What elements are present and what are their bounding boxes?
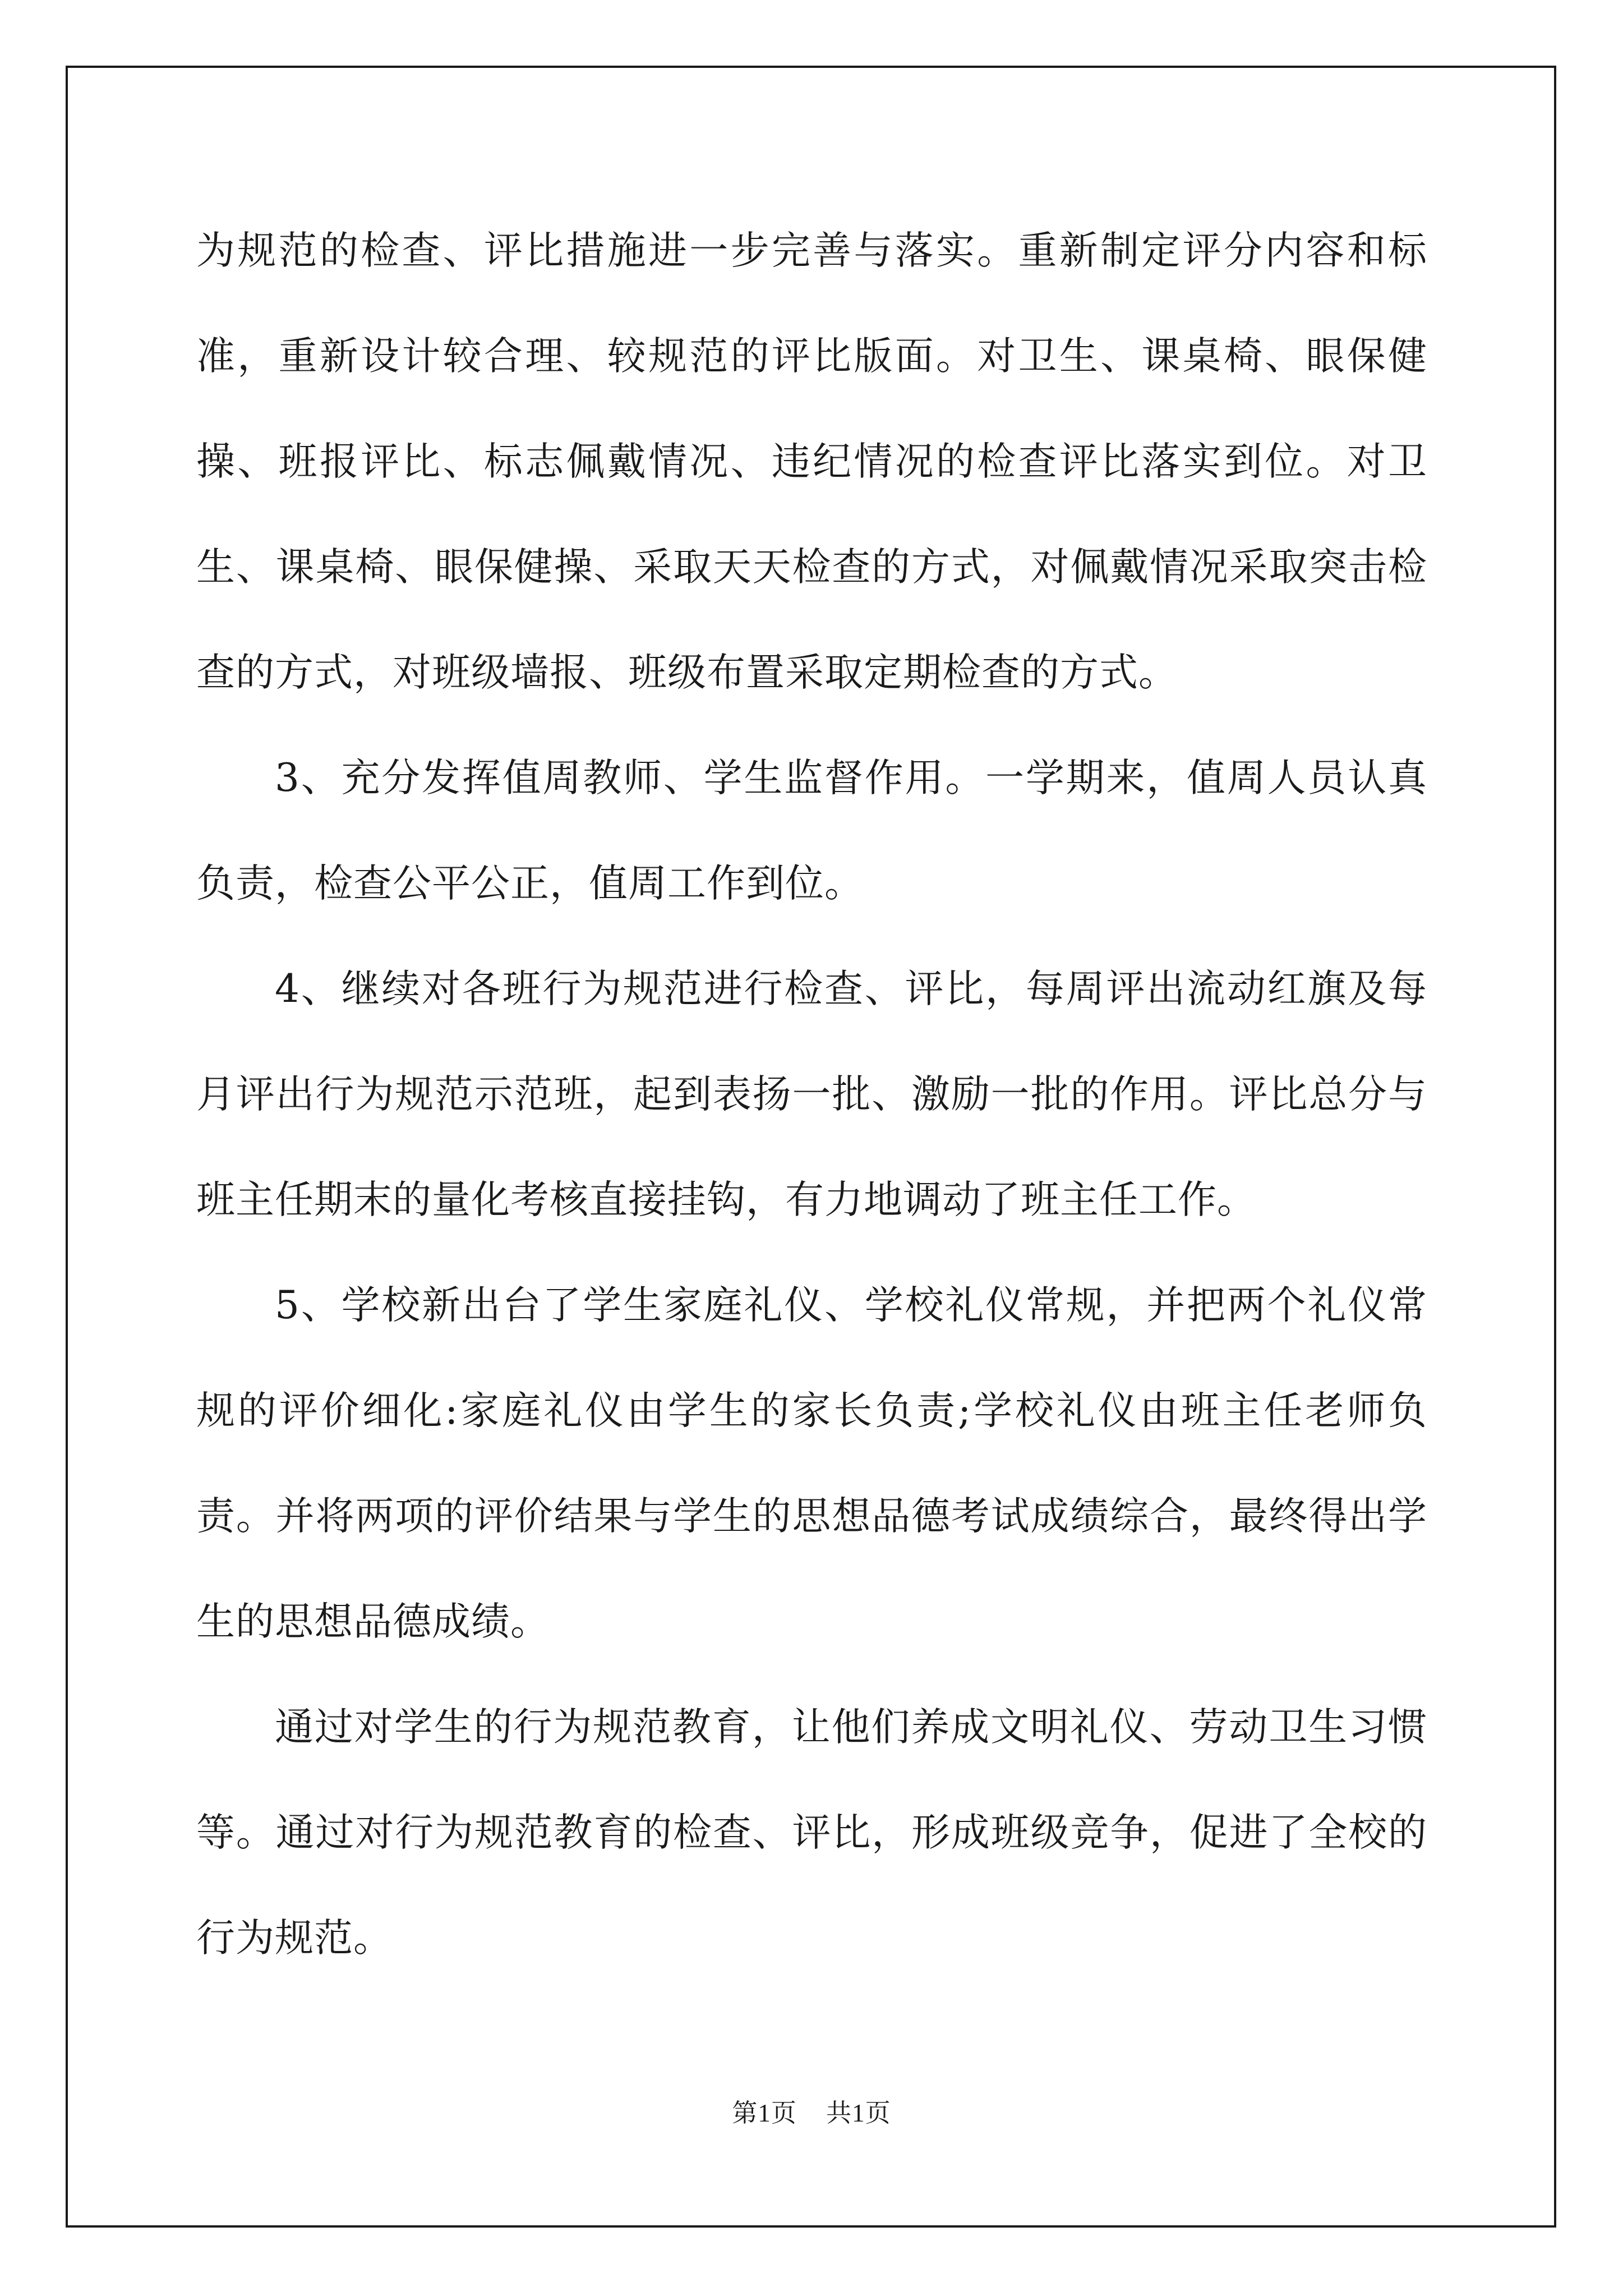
paragraph: 3、充分发挥值周教师、学生监督作用。一学期来，值周人员认真负责，检查公平公正，值周工作到位。 [196,756,1427,906]
page-number-current: 第1页 [732,2099,797,2127]
paragraph: 通过对学生的行为规范教育，让他们养成文明礼仪、劳动卫生习惯等。通过对行为规范教育的检查、评比，形成班级竞争，促进了全校的行为规范。 [196,1705,1427,1961]
paragraph: 5、学校新出台了学生家庭礼仪、学校礼仪常规，并把两个礼仪常规的评价细化:家庭礼仪由学生的家长负责;学校礼仪由班主任老师负责。并将两项的评价结果与学生的思想品德考试成绩综合，最终得出学生的思想品德成绩。 [196,1283,1427,1644]
paragraph: 为规范的检查、评比措施进一步完善与落实。重新制定评分内容和标准，重新设计较合理、较规范的评比版面。对卫生、课桌椅、眼保健操、班报评比、标志佩戴情况、违纪情况的检查评比落实到位。对卫生、课桌椅、眼保健操、采取天天检查的方式，对佩戴情况采取突击检查的方式，对班级墙报、班级布置采取定期检查的方式。 [196,228,1427,695]
page-footer [0,2092,1623,2129]
page-number-total: 共1页 [826,2099,891,2127]
document-body [196,198,1427,1991]
paragraph: 4、继续对各班行为规范进行检查、评比，每周评出流动红旗及每月评出行为规范示范班，起到表扬一批、激励一批的作用。评比总分与班主任期末的量化考核直接挂钩，有力地调动了班主任工作。 [196,967,1427,1222]
